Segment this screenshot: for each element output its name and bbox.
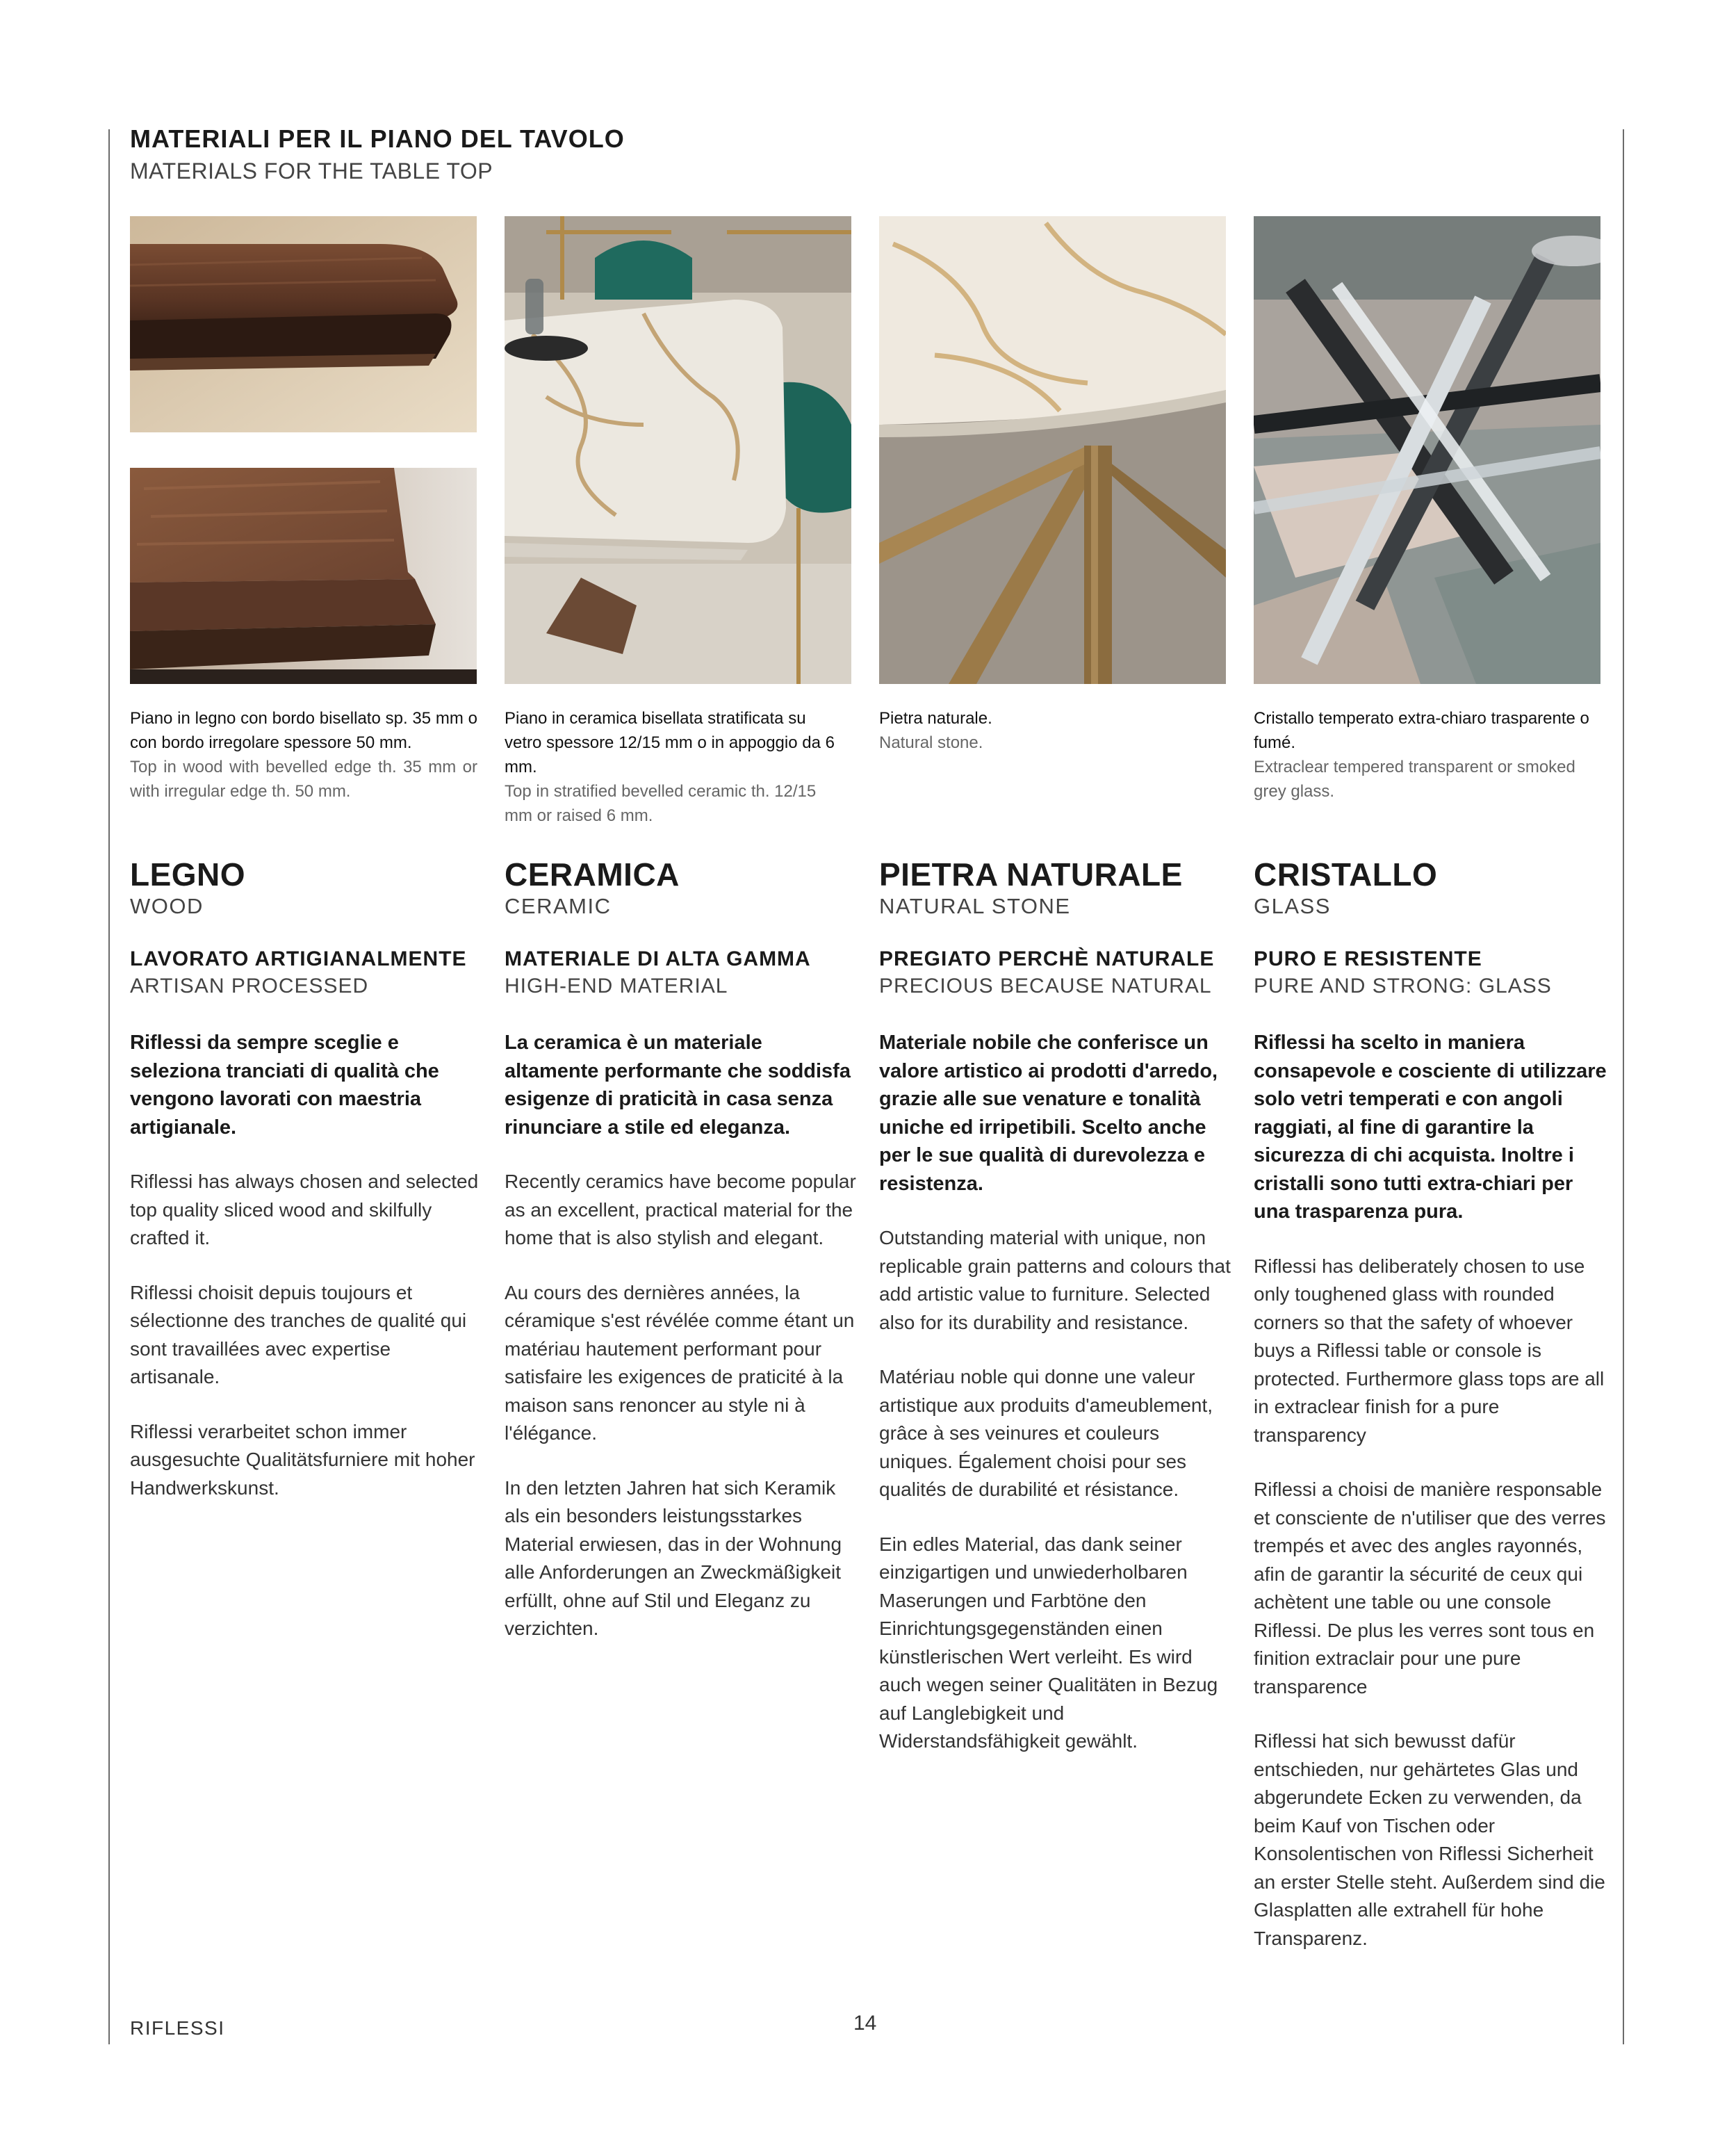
caption-ceramic-en: Top in stratified bevelled ceramic th. 12/15 mm or raised 6 mm. xyxy=(505,782,817,825)
column-subtitle: WOOD xyxy=(130,894,204,918)
glass-table-photo xyxy=(1254,216,1600,684)
page-header xyxy=(130,122,625,186)
caption-ceramic xyxy=(505,706,845,828)
caption-ceramic-it: Piano in ceramica bisellata stratificata su vetro spessore 12/15 mm o in appoggio da 6 mm. xyxy=(505,709,835,776)
caption-wood-it: Piano in legno con bordo bisellato sp. 35 mm o con bordo irregolare spessore 50 mm. xyxy=(130,709,477,752)
column-lead: La ceramica è un materiale altamente performante che soddisfa esigenze di praticità in casa senza rinunciare a stile ed eleganza. xyxy=(505,1032,851,1139)
natural-stone-photo xyxy=(879,216,1226,684)
caption-glass-en: Extraclear tempered transparent or smoked grey glass. xyxy=(1254,758,1575,801)
caption-glass-it: Cristallo temperato extra-chiaro trasparente o fumé. xyxy=(1254,709,1589,752)
column-text-de: Riflessi verarbeitet schon immer ausgesuchte Qualitätsfurniere mit hoher Handwerkskunst. xyxy=(130,1420,475,1499)
column-title: PIETRA NATURALE xyxy=(879,856,1183,893)
column-text-fr: Matériau noble qui donne une valeur artistique aux produits d'ameublement, grâce à ses veinures et couleurs uniques. Également choisi pour ses qualités de durabilité et résistance. xyxy=(879,1366,1213,1500)
caption-stone-it: Pietra naturale. xyxy=(879,709,992,728)
column-kicker: PREGIATO PERCHÈ NATURALE xyxy=(879,947,1215,970)
caption-stone xyxy=(879,706,1227,755)
page-number: 14 xyxy=(853,2012,877,2035)
column-text-fr: Riflessi a choisi de manière responsable et consciente de n'utiliser que des verres trempés et avec des angles rayonnés, afin de garantir la sécurité de ceux qui achètent une table ou une console Riflessi. De plus les verres sont tous en finition extraclair pour une pure transparence xyxy=(1254,1479,1606,1697)
column-text-de: Ein edles Material, das dank seiner einzigartigen und unwiederholbaren Maserungen und Farbtöne den Einrichtungsgegenständen einen künstlerischen Wert verleiht. Es wird auch wegen seiner Qualitäten in Bezug auf Langlebigkeit und Widerstandsfähigkeit gewählt. xyxy=(879,1533,1218,1752)
page-title: MATERIALI PER IL PIANO DEL TAVOLO xyxy=(130,124,625,153)
column-wood xyxy=(130,856,484,1502)
caption-wood-en: Top in wood with bevelled edge th. 35 mm or with irregular edge th. 50 mm. xyxy=(130,758,477,801)
column-kicker: PURO E RESISTENTE xyxy=(1254,947,1482,970)
caption-stone-en: Natural stone. xyxy=(879,733,983,752)
column-subtitle: NATURAL STONE xyxy=(879,894,1071,918)
column-title: LEGNO xyxy=(130,856,246,893)
column-stone xyxy=(879,856,1234,1756)
column-text-en: Riflessi has deliberately chosen to use only toughened glass with rounded corners so that the safety of whoever buys a Riflessi table or console is protected. Furthermore glass tops are all in extraclear finish for a pure transparency xyxy=(1254,1255,1605,1446)
walnut-irregular-edge-photo xyxy=(130,468,477,684)
walnut-bevelled-edge-photo xyxy=(130,216,477,432)
ceramic-table-photo xyxy=(505,216,851,684)
column-text-de: In den letzten Jahren hat sich Keramik als ein besonders leistungsstarkes Material erwiesen, das in der Wohnung alle Anforderungen an Zweckmäßigkeit erfüllt, ohne auf Stil und Eleganz zu verzichten. xyxy=(505,1476,842,1639)
right-margin-rule xyxy=(1623,129,1624,2044)
column-text-de: Riflessi hat sich bewusst dafür entschieden, nur gehärtetes Glas und abgerundete Ecken zu verwenden, da beim Kauf von Tischen oder Konsolentischen von Riflessi Sicherheit an erster Stelle steht. Außerdem sind die Glasplatten alle extrahell für hohe Transparenz. xyxy=(1254,1730,1605,1949)
page-subtitle: MATERIALS FOR THE TABLE TOP xyxy=(130,158,493,184)
column-lead: Riflessi ha scelto in maniera consapevole e cosciente di utilizzare solo vetri temperati e con angoli raggiati, al fine di garantire la sicurezza di chi acquista. Inoltre i cristalli sono tutti extra-chiari per una trasparenza pura. xyxy=(1254,1032,1607,1223)
column-kicker-en: ARTISAN PROCESSED xyxy=(130,975,369,997)
column-text-fr: Riflessi choisit depuis toujours et sélectionne des tranches de qualité qui sont travaillées avec expertise artisanale. xyxy=(130,1281,467,1387)
column-text-fr: Au cours des dernières années, la céramique s'est révélée comme étant un matériau hautement performant pour satisfaire les exigences de praticité à la maison sans renoncer au style ni à l'élégance. xyxy=(505,1281,855,1444)
caption-glass xyxy=(1254,706,1601,804)
column-title: CERAMICA xyxy=(505,856,680,893)
column-lead: Riflessi da sempre sceglie e seleziona tranciati di qualità che vengono lavorati con maestria artigianale. xyxy=(130,1032,439,1139)
column-subtitle: CERAMIC xyxy=(505,894,612,918)
column-ceramic xyxy=(505,856,859,1643)
column-kicker: LAVORATO ARTIGIANALMENTE xyxy=(130,947,467,970)
column-text-en: Outstanding material with unique, non replicable grain patterns and colours that add artistic value to furniture. Selected also for its durability and resistance. xyxy=(879,1227,1231,1333)
column-kicker-en: HIGH-END MATERIAL xyxy=(505,975,728,997)
column-kicker: MATERIALE DI ALTA GAMMA xyxy=(505,947,811,970)
left-margin-rule xyxy=(108,129,110,2044)
column-lead: Materiale nobile che conferisce un valore artistico ai prodotti d'arredo, grazie alle sue venature e tonalità uniche ed irripetibili. Scelto anche per le sue qualità di durevolezza e resistenza. xyxy=(879,1032,1218,1195)
caption-wood xyxy=(130,706,477,804)
column-kicker-en: PRECIOUS BECAUSE NATURAL xyxy=(879,975,1212,997)
column-subtitle: GLASS xyxy=(1254,894,1331,918)
column-text-en: Riflessi has always chosen and selected top quality sliced wood and skilfully crafted it. xyxy=(130,1171,479,1248)
column-kicker-en: PURE AND STRONG: GLASS xyxy=(1254,975,1552,997)
column-glass xyxy=(1254,856,1608,1953)
column-title: CRISTALLO xyxy=(1254,856,1438,893)
footer-brand: RIFLESSI xyxy=(130,2017,225,2039)
column-text-en: Recently ceramics have become popular as an excellent, practical material for the home that is also stylish and elegant. xyxy=(505,1171,856,1248)
